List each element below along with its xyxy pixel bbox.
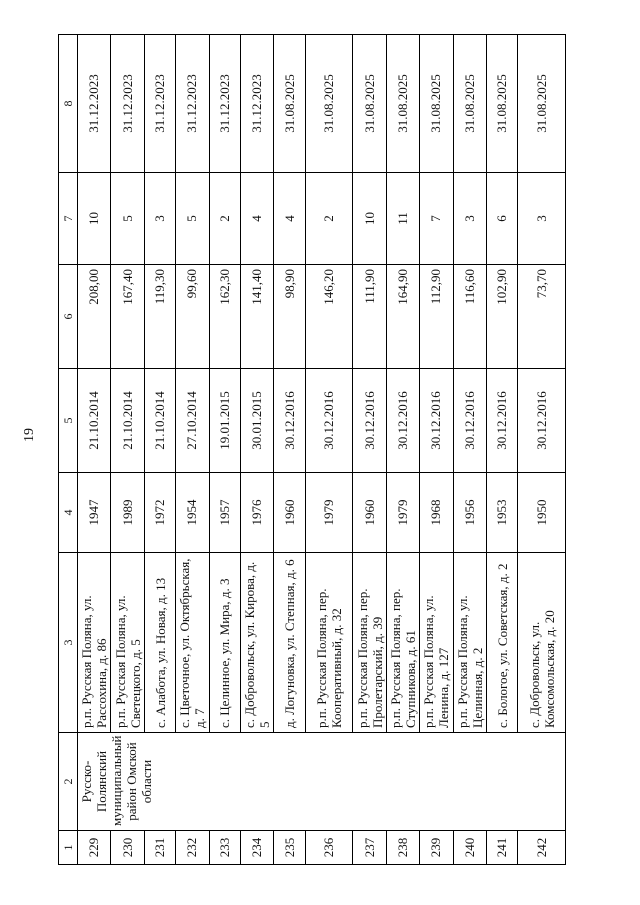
address-cell: д. Логуновка, ул. Степная, д. 6 xyxy=(274,553,305,733)
year-cell: 1947 xyxy=(78,473,111,553)
row-number: 242 xyxy=(518,831,566,865)
address-cell: р.п. Русская Поляна, ул. Ленина, д. 127 xyxy=(420,553,453,733)
deadline-cell: 31.08.2025 xyxy=(518,35,566,173)
deadline-cell: 31.08.2025 xyxy=(453,35,486,173)
year-cell: 1968 xyxy=(420,473,453,553)
deadline-cell: 31.12.2023 xyxy=(144,35,175,173)
area-cell: 73,70 xyxy=(518,265,566,369)
area-cell: 98,90 xyxy=(274,265,305,369)
column-header: 4 xyxy=(59,473,78,553)
housing-table xyxy=(58,34,566,865)
area-cell: 164,90 xyxy=(386,265,419,369)
deadline-cell: 31.08.2025 xyxy=(420,35,453,173)
deadline-cell: 31.08.2025 xyxy=(486,35,517,173)
housing-table-container xyxy=(58,35,566,865)
count-cell: 3 xyxy=(144,173,175,265)
year-cell: 1989 xyxy=(111,473,144,553)
area-cell: 146,20 xyxy=(305,265,353,369)
row-number: 240 xyxy=(453,831,486,865)
address-cell: с. Цветочное, ул. Октябрьская, д. 7 xyxy=(176,553,209,733)
count-cell: 7 xyxy=(420,173,453,265)
table-body xyxy=(78,35,566,865)
column-header: 5 xyxy=(59,369,78,473)
row-number: 233 xyxy=(209,831,240,865)
address-cell: р.п. Русская Поляна, ул. Светецкого, д. 5 xyxy=(111,553,144,733)
address-cell: с. Алабота, ул. Новая, д. 13 xyxy=(144,553,175,733)
year-cell: 1960 xyxy=(353,473,386,553)
deadline-cell: 31.12.2023 xyxy=(78,35,111,173)
count-cell: 11 xyxy=(386,173,419,265)
deadline-cell: 31.08.2025 xyxy=(305,35,353,173)
count-cell: 4 xyxy=(274,173,305,265)
count-cell: 4 xyxy=(240,173,273,265)
count-cell: 3 xyxy=(518,173,566,265)
row-number: 230 xyxy=(111,831,144,865)
count-cell: 10 xyxy=(78,173,111,265)
date-cell: 30.12.2016 xyxy=(453,369,486,473)
count-cell: 2 xyxy=(305,173,353,265)
area-cell: 119,30 xyxy=(144,265,175,369)
row-number: 241 xyxy=(486,831,517,865)
date-cell: 30.12.2016 xyxy=(518,369,566,473)
row-number: 234 xyxy=(240,831,273,865)
date-cell: 21.10.2014 xyxy=(144,369,175,473)
row-number: 236 xyxy=(305,831,353,865)
area-cell: 112,90 xyxy=(420,265,453,369)
column-header: 8 xyxy=(59,35,78,173)
row-number: 235 xyxy=(274,831,305,865)
date-cell: 30.01.2015 xyxy=(240,369,273,473)
row-number: 232 xyxy=(176,831,209,865)
column-header: 1 xyxy=(59,831,78,865)
district-cell: Русско-Полянский муниципальный район Омской области xyxy=(78,733,566,831)
count-cell: 5 xyxy=(176,173,209,265)
deadline-cell: 31.12.2023 xyxy=(240,35,273,173)
column-header: 6 xyxy=(59,265,78,369)
header-row xyxy=(59,35,78,865)
row-number: 231 xyxy=(144,831,175,865)
area-cell: 111,90 xyxy=(353,265,386,369)
address-cell: с. Добровольск, ул. Комсомольская, д. 20 xyxy=(518,553,566,733)
row-number: 229 xyxy=(78,831,111,865)
area-cell: 116,60 xyxy=(453,265,486,369)
date-cell: 30.12.2016 xyxy=(420,369,453,473)
year-cell: 1957 xyxy=(209,473,240,553)
date-cell: 30.12.2016 xyxy=(305,369,353,473)
date-cell: 30.12.2016 xyxy=(386,369,419,473)
address-cell: р.п. Русская Поляна, ул. Целинная, д. 2 xyxy=(453,553,486,733)
row-number: 238 xyxy=(386,831,419,865)
count-cell: 2 xyxy=(209,173,240,265)
date-cell: 21.10.2014 xyxy=(78,369,111,473)
year-cell: 1950 xyxy=(518,473,566,553)
date-cell: 30.12.2016 xyxy=(353,369,386,473)
deadline-cell: 31.12.2023 xyxy=(209,35,240,173)
deadline-cell: 31.08.2025 xyxy=(353,35,386,173)
address-cell: р.п. Русская Поляна, ул. Рассохина, д. 86 xyxy=(78,553,111,733)
address-cell: с. Бологое, ул. Советская, д. 2 xyxy=(486,553,517,733)
deadline-cell: 31.12.2023 xyxy=(111,35,144,173)
year-cell: 1953 xyxy=(486,473,517,553)
year-cell: 1979 xyxy=(305,473,353,553)
table-row xyxy=(78,35,111,865)
count-cell: 3 xyxy=(453,173,486,265)
column-header: 3 xyxy=(59,553,78,733)
year-cell: 1976 xyxy=(240,473,273,553)
area-cell: 99,60 xyxy=(176,265,209,369)
address-cell: р.п. Русская Поляна, пер. Кооперативный, д. 32 xyxy=(305,553,353,733)
page-number: 19 xyxy=(22,428,37,442)
table-header xyxy=(59,35,78,865)
row-number: 239 xyxy=(420,831,453,865)
area-cell: 167,40 xyxy=(111,265,144,369)
address-cell: р.п. Русская Поляна, пер. Пролетарский, д. 39 xyxy=(353,553,386,733)
year-cell: 1972 xyxy=(144,473,175,553)
column-header: 7 xyxy=(59,173,78,265)
area-cell: 162,30 xyxy=(209,265,240,369)
date-cell: 21.10.2014 xyxy=(111,369,144,473)
year-cell: 1960 xyxy=(274,473,305,553)
area-cell: 208,00 xyxy=(78,265,111,369)
date-cell: 19.01.2015 xyxy=(209,369,240,473)
address-cell: с. Целинное, ул. Мира, д. 3 xyxy=(209,553,240,733)
deadline-cell: 31.08.2025 xyxy=(386,35,419,173)
date-cell: 30.12.2016 xyxy=(486,369,517,473)
year-cell: 1954 xyxy=(176,473,209,553)
date-cell: 30.12.2016 xyxy=(274,369,305,473)
column-header: 2 xyxy=(59,733,78,831)
area-cell: 141,40 xyxy=(240,265,273,369)
deadline-cell: 31.12.2023 xyxy=(176,35,209,173)
address-cell: р.п. Русская Поляна, пер. Ступникова, д. 61 xyxy=(386,553,419,733)
year-cell: 1979 xyxy=(386,473,419,553)
date-cell: 27.10.2014 xyxy=(176,369,209,473)
count-cell: 5 xyxy=(111,173,144,265)
address-cell: с. Добровольск, ул. Кирова, д. 5 xyxy=(240,553,273,733)
deadline-cell: 31.08.2025 xyxy=(274,35,305,173)
count-cell: 10 xyxy=(353,173,386,265)
area-cell: 102,90 xyxy=(486,265,517,369)
year-cell: 1956 xyxy=(453,473,486,553)
row-number: 237 xyxy=(353,831,386,865)
count-cell: 6 xyxy=(486,173,517,265)
